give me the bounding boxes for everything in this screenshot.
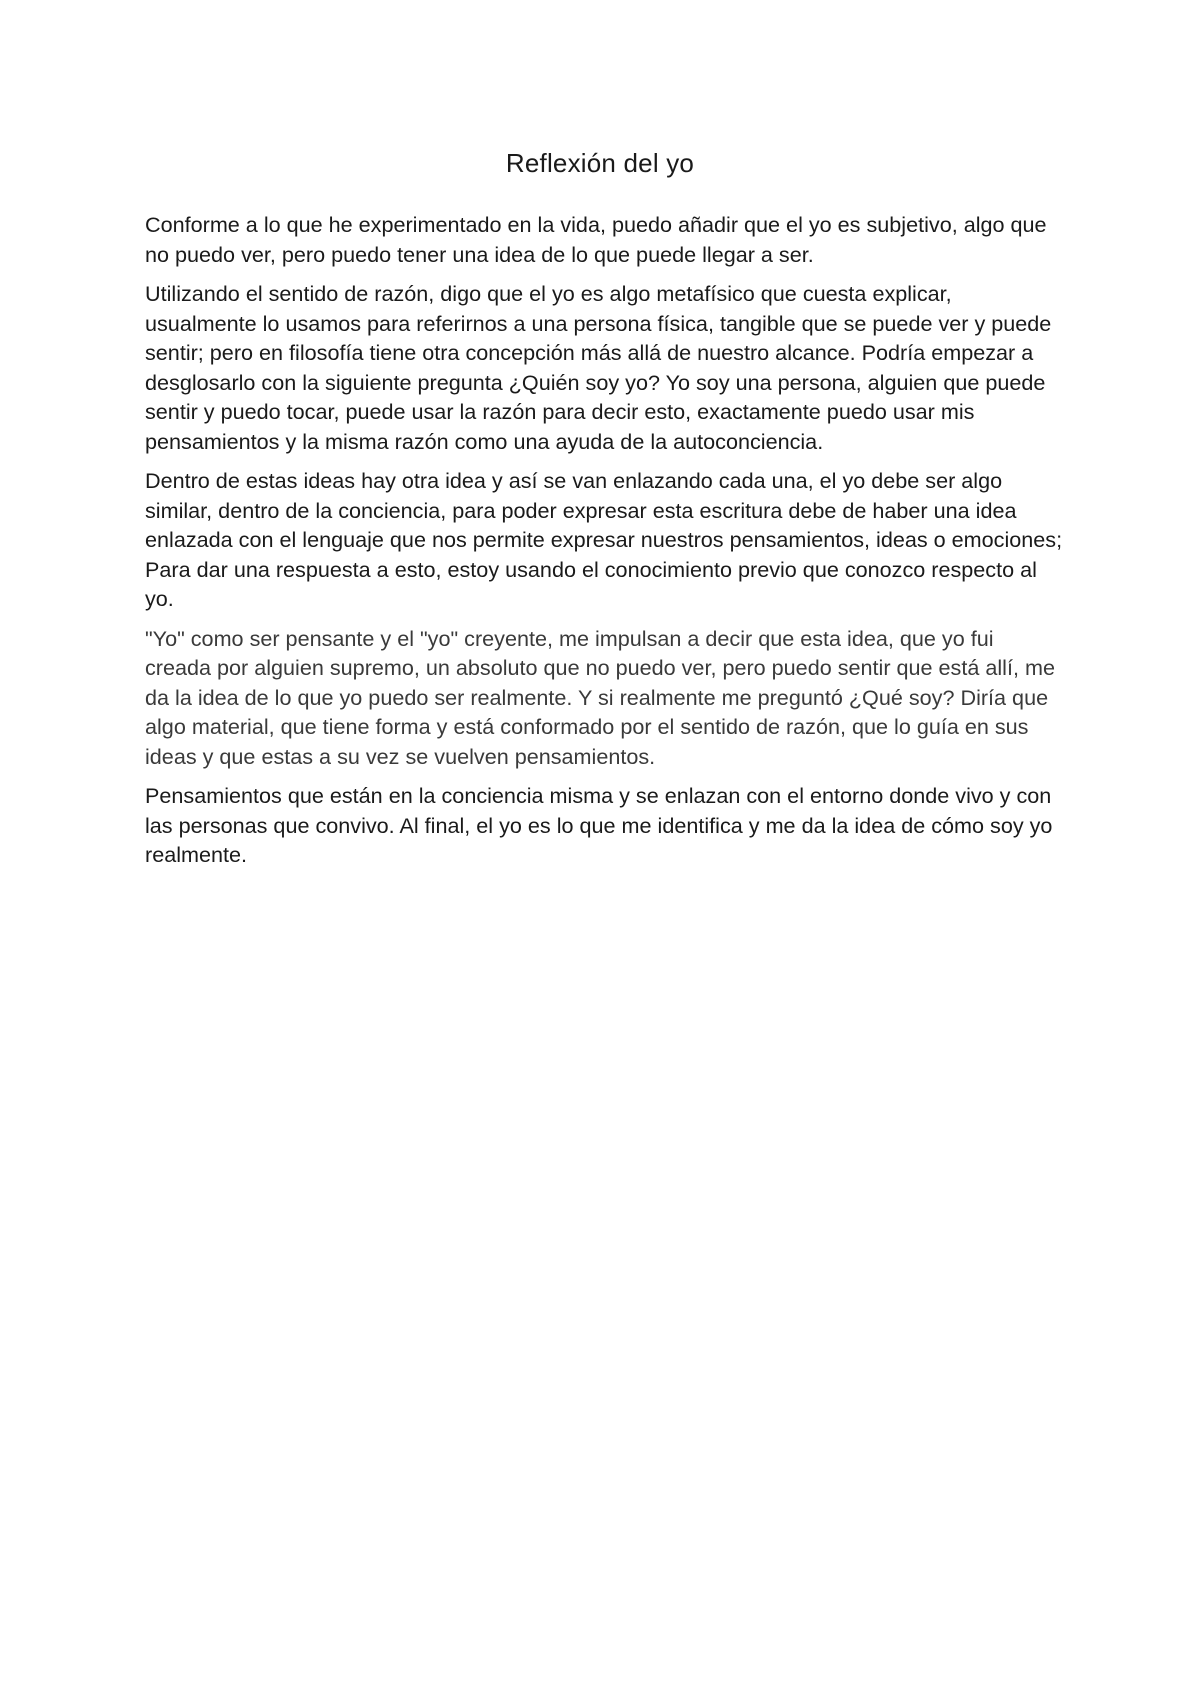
paragraph-4: "Yo" como ser pensante y el "yo" creyente, me impulsan a decir que esta idea, que yo fui creada por alguien supremo, un absoluto que no puedo ver, pero puedo sentir que está allí, me da la idea de lo que yo puedo ser realmente. Y si realmente me preguntó ¿Qué soy? Diría que algo material, que tiene forma y está conformado por el sentido de razón, que lo guía en sus ideas y que estas a su vez se vuelven pensamientos. <box>145 625 1055 769</box>
paragraph-2: Utilizando el sentido de razón, digo que el yo es algo metafísico que cuesta explicar, usualmente lo usamos para referirnos a una persona física, tangible que se puede ver y puede sentir; pero en filosofía tiene otra concepción más allá de nuestro alcance. Podría empezar a desglosarlo con la siguiente pregunta ¿Quién soy yo? Yo soy una persona, alguien que puede sentir y puedo tocar, puede usar la razón para decir esto, exactamente puedo usar mis pensamientos y la misma razón como una ayuda de la autoconciencia. <box>145 281 1052 454</box>
paragraph-1: Conforme a lo que he experimentado en la vida, puedo añadir que el yo es subjetivo, algo que no puedo ver, pero puedo tener una idea de lo que puede llegar a ser. <box>145 212 1047 267</box>
document-body <box>145 210 1065 880</box>
paragraph-3: Dentro de estas ideas hay otra idea y así se van enlazando cada una, el yo debe ser algo similar, dentro de la conciencia, para poder expresar esta escritura debe de haber una idea enlazada con el lenguaje que nos permite expresar nuestros pensamientos, ideas o emociones; Para dar una respuesta a esto, estoy usando el conocimiento previo que conozco respecto al yo. <box>145 468 1063 611</box>
paragraph-5: Pensamientos que están en la conciencia misma y se enlazan con el entorno donde vivo y con las personas que convivo. Al final, el yo es lo que me identifica y me da la idea de cómo soy yo realmente. <box>145 783 1053 867</box>
document-title: Reflexión del yo <box>505 148 695 178</box>
